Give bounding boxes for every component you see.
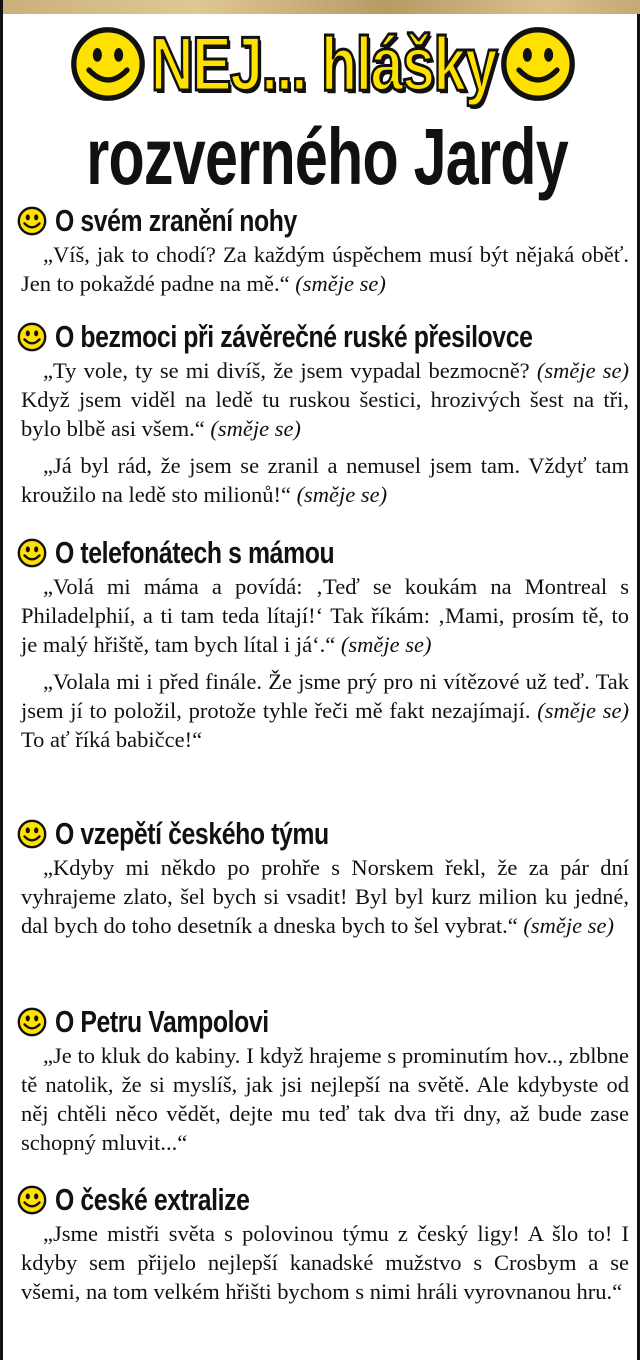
title-row [3,14,640,114]
quote-paragraph [17,667,629,754]
quote-paragraph [17,240,629,298]
quote-section [17,1003,629,1157]
section-heading [17,534,629,572]
smiley-icon [17,206,47,236]
laugh-note: (směje se) [210,416,301,441]
quote-paragraph [17,451,629,509]
section-heading-text: O vzepětí českého týmu [55,816,329,851]
laugh-note: (směje se) [537,698,629,723]
smiley-icon [500,26,576,102]
section-heading-text: O Petru Vampolovi [55,1004,269,1039]
quote-section [17,815,629,940]
section-heading [17,1181,629,1219]
quote-text: „Jsme mistři světa s polovinou týmu z český ligy! A šlo to! I kdyby sem přijelo nejlepší kanadské mužstvo s Crosbym a se všemi, na tom velkém hřišti bychom s nimi hráli vyrovnanou hru.“ [21,1221,629,1304]
smiley-icon [17,819,47,849]
smiley-icon [17,1185,47,1215]
quote-section [17,202,629,298]
quote-paragraph [17,356,629,443]
smiley-icon [70,26,146,102]
quote-paragraph [17,1041,629,1157]
laugh-note: (směje se) [340,632,432,657]
quote-text: To ať říká babičce!“ [21,727,203,752]
laugh-note: (směje se) [296,482,388,507]
quote-section [17,1181,629,1306]
section-heading-text: O české extralize [55,1182,250,1217]
quote-text: Když jsem viděl na ledě tu ruskou šestici, hrozivých šest na tři, bylo blbě asi všem.“ [21,387,629,441]
laugh-note: (směje se) [523,913,614,938]
quote-section [17,534,629,754]
smiley-icon [17,322,47,352]
section-heading-text: O bezmoci při závěrečné ruské přesilovce [55,319,533,354]
quote-text: „Ty vole, ty se mi divíš, že jsem vypadal bezmocně? [43,358,537,383]
section-heading-text: O telefonátech s mámou [55,535,335,570]
quote-text: „Je to kluk do kabiny. I když hrajeme s prominutím hov.., zblbne tě natolik, že si myslíš, jak jsi nejlepší na světě. Ale kdybyste od něj chtěli něco vědět, dejte mu teď tak dva tři dny, až bude zase schopný mluvit...“ [21,1043,629,1155]
quote-text: „Volá mi máma a povídá: ‚Teď se koukám na Montreal s Philadelphií, a ti tam teda lítají!‘ Tak říkám: ‚Mami, prosím tě, to je malý hřiště, tam bych lítal i já‘.“ [21,574,629,657]
smiley-icon [17,1007,47,1037]
headline-title: NEJ... hlášky [150,21,496,107]
quote-text: „Kdyby mi někdo po prohře s Norskem řekl, že za pár dní vyhrajeme zlato, šel bych si vsadit! Byl byl kurz milion ku jedné, dal bych do toho desetník a dneska bych to šel vybrat.“ [21,855,629,938]
quote-section [17,318,629,509]
section-heading [17,202,629,240]
torn-paper-edge [3,0,640,14]
quote-paragraph [17,1219,629,1306]
quote-text: „Volala mi i před finále. Že jsme prý pro ni vítězové už teď. Tak jsem jí to položil, protože tyhle řeči mě fakt nezajímají. [21,669,629,723]
quote-text: „Já byl rád, že jsem se zranil a nemusel jsem tam. Vždyť tam kroužilo na ledě sto milionů!“ [21,453,629,507]
quote-text: „Víš, jak to chodí? Za každým úspěchem musí být nějaká oběť. Jen to pokaždé padne na mě.“ [21,242,629,296]
headline-subtitle: rozverného Jardy [86,112,568,201]
laugh-note: (směje se) [295,271,386,296]
section-heading [17,1003,629,1041]
section-heading-text: O svém zranění nohy [55,203,297,238]
section-heading [17,815,629,853]
quote-paragraph [17,572,629,659]
smiley-icon [17,538,47,568]
section-heading [17,318,629,356]
laugh-note: (směje se) [536,358,629,383]
quote-paragraph [17,853,629,940]
